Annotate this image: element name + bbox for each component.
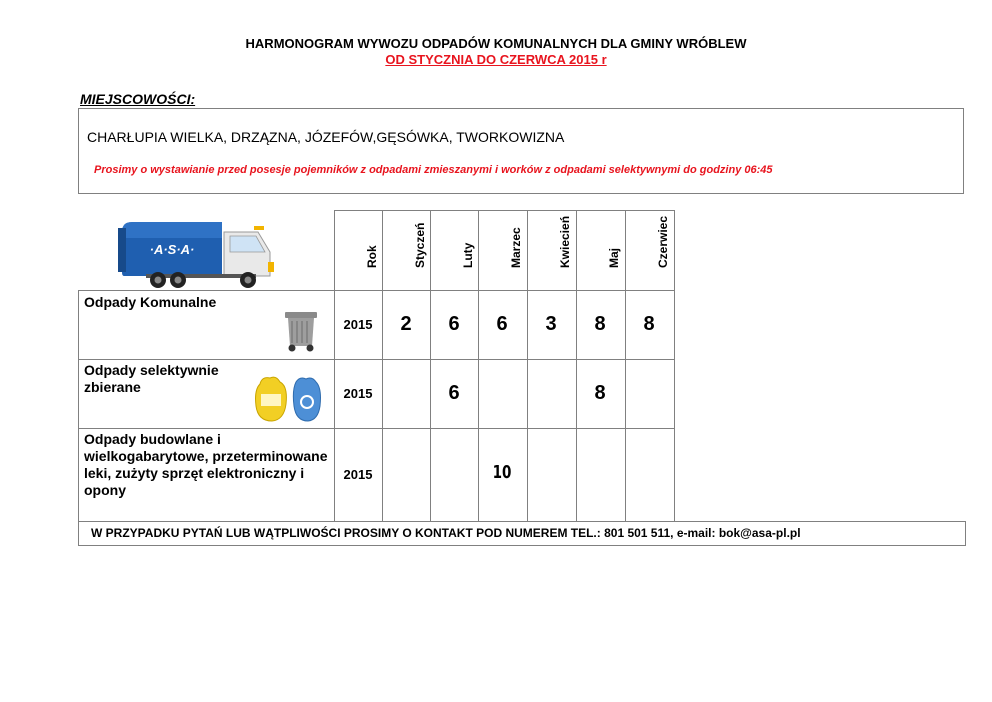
localities-box [78, 108, 964, 194]
day-cell: 8 [643, 313, 655, 335]
row-label-bulky: Odpady budowlane i wielkogabarytowe, przeterminowane leki, zużyty sprzęt elektroniczny i opony [84, 431, 328, 498]
garbage-truck-icon [118, 218, 276, 290]
page-title: HARMONOGRAM WYWOZU ODPADÓW KOMUNALNYCH DLA GMINY WRÓBLEW [245, 36, 747, 51]
grid-line [78, 428, 674, 429]
grid-line [78, 290, 79, 521]
column-header-month: Luty [461, 242, 475, 268]
grid-line [78, 290, 674, 291]
grid-line [674, 210, 675, 521]
day-cell: 6 [448, 313, 460, 335]
column-header-year: Rok [365, 245, 379, 268]
row-label-selective: Odpady selektywnie zbierane [84, 362, 219, 395]
day-cell: 6 [448, 382, 460, 404]
day-cell: 3 [545, 313, 557, 335]
row-label-municipal: Odpady Komunalne [84, 294, 217, 310]
grid-line [334, 210, 674, 211]
day-cell: 8 [594, 313, 606, 335]
day-cell: 2 [400, 313, 412, 335]
trash-bin-icon [283, 310, 319, 352]
grid-line [78, 359, 674, 360]
column-header-month: Marzec [509, 227, 523, 268]
column-header-month: Kwiecień [558, 215, 572, 268]
day-cell: 6 [496, 313, 508, 335]
year-cell: 2015 [343, 467, 373, 482]
day-cell: 8 [594, 382, 606, 404]
localities-names: CHARŁUPIA WIELKA, DRZĄZNA, JÓZEFÓW,GĘSÓWKA, TWORKOWIZNA [87, 129, 565, 145]
year-cell: 2015 [343, 317, 373, 332]
localities-label: MIEJSCOWOŚCI: [80, 91, 196, 107]
column-header-month: Czerwiec [656, 215, 670, 268]
year-cell: 2015 [343, 386, 373, 401]
collection-notice: Prosimy o wystawianie przed posesje pojemników z odpadami zmieszanymi i worków z odpadami selektywnymi do godziny 06:45 [94, 164, 773, 176]
day-cell: 10 [492, 462, 512, 483]
page-subtitle: OD STYCZNIA DO CZERWCA 2015 r [385, 52, 607, 67]
column-header-month: Styczeń [413, 222, 427, 268]
truck-brand: ·A·S·A· [149, 242, 195, 257]
recycling-bags-icon [252, 374, 324, 424]
column-header-month: Maj [607, 247, 621, 268]
contact-footer: W PRZYPADKU PYTAŃ LUB WĄTPLIWOŚCI PROSIMY O KONTAKT POD NUMEREM TEL.: 801 501 511, e-mail: bok@asa-pl.pl [78, 521, 966, 546]
